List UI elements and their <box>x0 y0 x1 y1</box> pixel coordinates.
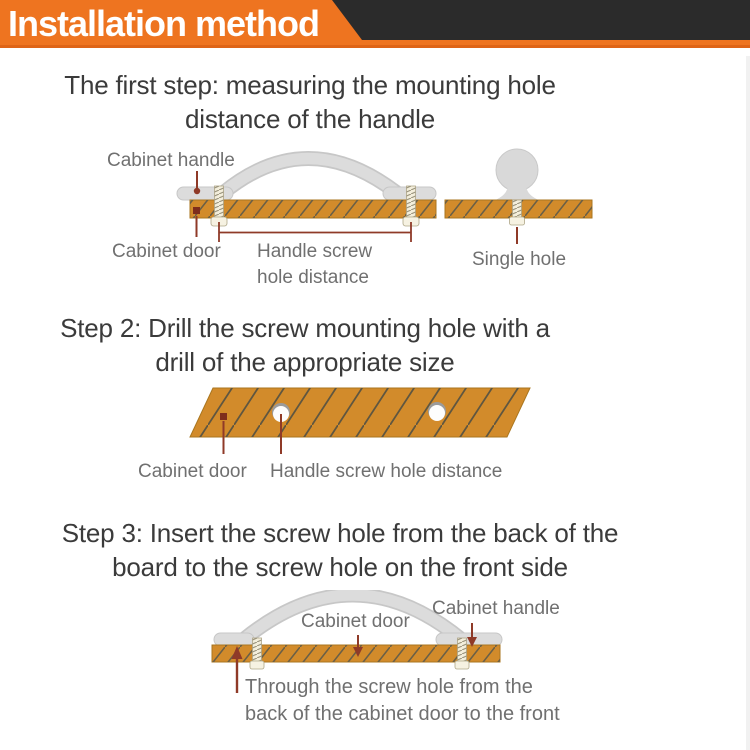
label-cabinet-door: Cabinet door <box>138 461 247 482</box>
step2-heading-line1: Step 2: Drill the screw mounting hole with a <box>60 313 550 343</box>
step2-heading-line2: drill of the appropriate size <box>155 347 455 377</box>
step3-heading <box>0 516 680 584</box>
label-cabinet-door: Cabinet door <box>112 241 221 262</box>
label-screw-distance: Handle screw hole distance <box>257 241 373 288</box>
cabinet-door-board <box>190 388 530 437</box>
page-title: Installation method <box>8 3 320 44</box>
cabinet-door-board <box>190 200 436 218</box>
header-banner <box>0 0 750 48</box>
step1-heading-line2: distance of the handle <box>184 104 435 134</box>
label-through-hole: Through the screw hole from the back of the cabinet door to the front <box>245 676 560 725</box>
step1-heading <box>0 68 620 136</box>
label-single-hole: Single hole <box>472 249 567 270</box>
header-underline <box>0 45 750 48</box>
label-cabinet-handle: Cabinet handle <box>107 150 235 171</box>
callout-dot <box>194 188 200 194</box>
step3-heading-line1: Step 3: Insert the screw hole from the back of the <box>61 518 619 548</box>
step3-heading-line2: board to the screw hole on the front side <box>112 552 568 582</box>
header-dark-banner <box>332 0 750 40</box>
screw-icon <box>250 638 264 669</box>
screw-icon <box>455 638 469 669</box>
label-cabinet-handle: Cabinet handle <box>432 598 560 619</box>
callout-marker <box>220 413 227 420</box>
callout-marker <box>193 207 200 214</box>
edge-sliver <box>746 56 750 750</box>
knob-illustration <box>493 149 541 201</box>
step1-heading-line1: The first step: measuring the mounting hole <box>64 70 556 100</box>
step2-heading <box>0 311 610 379</box>
label-cabinet-door: Cabinet door <box>301 611 410 632</box>
label-screw-distance: Handle screw hole distance <box>270 461 503 482</box>
